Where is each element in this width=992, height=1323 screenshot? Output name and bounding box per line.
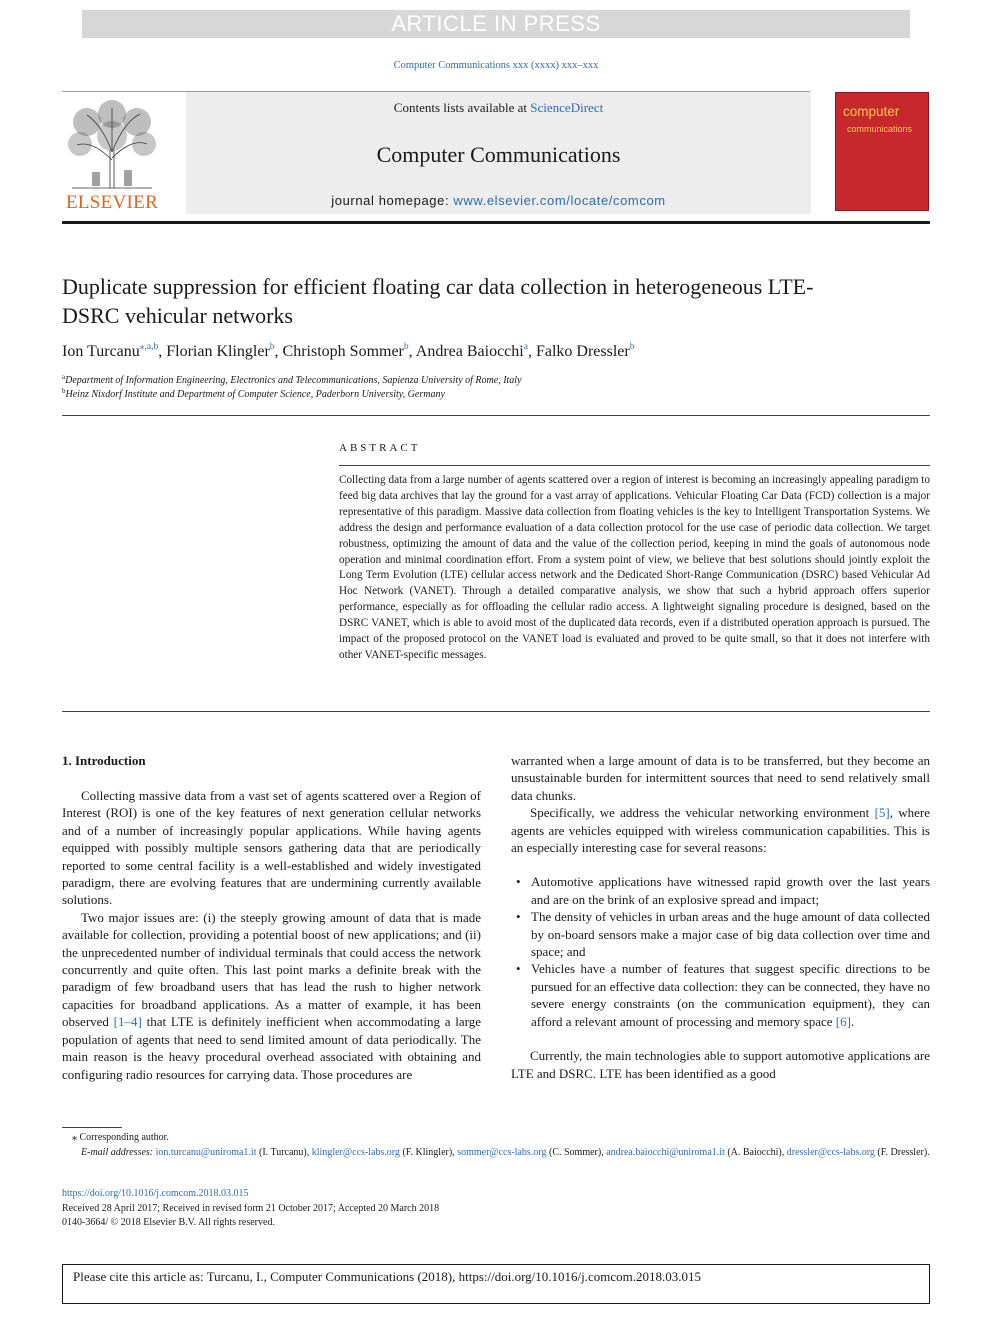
header-bottom-rule: [62, 221, 930, 224]
email-link[interactable]: dressler@ccs-labs.org: [786, 1146, 875, 1158]
abstract-heading: ABSTRACT: [339, 442, 421, 454]
email-link[interactable]: andrea.baiocchi@uniroma1.it: [606, 1146, 725, 1158]
author-separator: ,: [274, 343, 283, 360]
cover-subtitle: communications: [847, 124, 913, 134]
list-item-text: Vehicles have a number of features that suggest specific directions to be pursued for an effective data collection: they can be connected, they have no severe energy constraints (on the communication equipment), they can afford a relevant amount of processing and memory space: [531, 961, 930, 1029]
email-link[interactable]: ion.turcanu@uniroma1.it: [155, 1146, 257, 1158]
abstract-rule: [339, 465, 930, 466]
cite-this-article-box: Please cite this article as: Turcanu, I., Computer Communications (2018), https://doi.org/10.1016/j.comcom.2018.03.015: [62, 1264, 930, 1304]
affiliation-a: [62, 373, 522, 386]
journal-citation-line[interactable]: Computer Communications xxx (xxxx) xxx–xxx: [393, 60, 599, 71]
author-name[interactable]: Falko Dressler: [535, 343, 630, 360]
email-owner: (A. Baiocchi),: [724, 1146, 787, 1158]
author-affiliation-marks[interactable]: b: [403, 342, 409, 352]
reference-link[interactable]: [1–4]: [113, 1014, 142, 1030]
affiliation-text: Department of Information Engineering, Electronics and Telecommunications, Sapienza University of Rome, Italy: [65, 375, 522, 386]
author-name[interactable]: Christoph Sommer: [282, 343, 404, 360]
doi-link[interactable]: https://doi.org/10.1016/j.comcom.2018.03.015: [62, 1188, 249, 1199]
reference-link[interactable]: [5]: [874, 805, 890, 821]
article-title: Duplicate suppression for efficient floating car data collection in heterogeneous LTE-DSRC vehicular networks: [62, 274, 814, 328]
author-name[interactable]: Florian Klingler: [166, 343, 270, 360]
reasons-list: [511, 873, 930, 1030]
email-owner: (I. Turcanu),: [256, 1146, 312, 1158]
copyright-line: 0140-3664/ © 2018 Elsevier B.V. All rights reserved.: [62, 1217, 275, 1228]
email-label: E-mail addresses:: [81, 1146, 156, 1158]
affiliation-b: [62, 387, 445, 400]
list-item: [511, 873, 930, 908]
paragraph-text: , where agents are vehicles equipped with wireless communication capabilities. This is an especially interesting case for several reasons:: [511, 805, 930, 856]
affiliation-mark: b: [62, 387, 66, 395]
right-column: [511, 752, 930, 1082]
title-divider: [62, 415, 930, 416]
abstract-divider: [62, 711, 930, 712]
article-meta: [62, 1187, 930, 1231]
author-separator: ,: [527, 343, 536, 360]
section-heading: 1. Introduction: [62, 753, 146, 768]
email-list: [156, 1147, 930, 1158]
list-item: [511, 960, 930, 1030]
author-affiliation-marks[interactable]: b: [269, 342, 275, 352]
affiliation-mark: a: [62, 373, 66, 381]
author-affiliation-marks[interactable]: ⁎,a,b: [139, 342, 159, 352]
bullet-icon: •: [516, 874, 521, 890]
footnotes: [62, 1131, 930, 1160]
author-affiliation-marks[interactable]: a: [523, 342, 528, 352]
list-item-text: .: [850, 1013, 855, 1029]
left-column: [62, 787, 481, 1083]
list-item: [511, 908, 930, 960]
cover-title: computer: [843, 104, 900, 119]
corresponding-author-note: ⁎ Corresponding author.: [72, 1132, 169, 1143]
email-link[interactable]: klingler@ccs-labs.org: [311, 1146, 400, 1158]
email-owner: (F. Dressler).: [874, 1146, 930, 1158]
paragraph-text: that LTE is definitely inefficient when accommodating a large population of agents that need to send limited amount of data periodically. The main reason is the heavy procedural overhead associated with obtaining and configuring radio resources for carrying data. Those procedures are: [62, 1014, 481, 1082]
footnote-rule: [62, 1127, 122, 1128]
email-owner: (F. Klingler),: [399, 1146, 458, 1158]
paragraph: warranted when a large amount of data is to be transferred, but they become an unsustainable burden for intermittent sources that need to send relatively small data chunks.: [511, 753, 930, 803]
reference-link[interactable]: [6]: [835, 1013, 851, 1029]
author-name[interactable]: Andrea Baiocchi: [415, 343, 524, 360]
author-affiliation-marks[interactable]: b: [629, 342, 635, 352]
publisher-wordmark: ELSEVIER: [65, 192, 159, 213]
journal-homepage-link[interactable]: www.elsevier.com/locate/comcom: [453, 193, 666, 208]
paragraph-text: Two major issues are: (i) the steeply growing amount of data that is made available for collection, providing a potential boost of new applications; and (ii) the unprecedented number of individual terminals that could access the network concurrently and quite often. This last point marks a definite break with the paradigm of few broadband users that has lead the rush to higher network capacities for broadband applications. As a matter of example, it has been observed: [62, 909, 481, 1030]
author-list: [62, 341, 922, 361]
journal-homepage-line: [186, 193, 811, 208]
sciencedirect-link[interactable]: ScienceDirect: [530, 100, 604, 115]
paragraph-text: Specifically, we address the vehicular networking environment: [530, 805, 875, 821]
paragraph: [62, 909, 481, 1083]
homepage-prefix: journal homepage:: [331, 193, 454, 208]
affiliation-text: Heinz Nixdorf Institute and Department of Computer Science, Paderborn University, Germany: [65, 389, 445, 400]
bullet-icon: •: [516, 961, 521, 977]
list-item-text: The density of vehicles in urban areas and the huge amount of data collected by on-board sensors make a major case of big data collection over time and space; and: [531, 909, 930, 960]
article-in-press-banner: ARTICLE IN PRESS: [82, 10, 910, 38]
abstract-text: Collecting data from a large number of agents scattered over a region of interest is becoming an increasingly appealing paradigm to feed big data archives that lay the ground for a vast array of applications. Vehicular Floating Car Data (FCD) collection is a major representative of this paradigm. Massive data collection from floating vehicles is the key to Intelligent Transportation Systems. We address the design and performance evaluation of a data collection protocol for the use case of periodic data collection. We target robustness, optimizing the amount of data and the value of the collection period, keeping in mind the goals of autonomous node operation and minimal coordination effort. From a system point of view, we believe that best solutions should jointly exploit the Long Term Evolution (LTE) cellular access network and the Dedicated Short-Range Communication (DSRC) based Vehicular Ad Hoc Network (VANET). Through a detailed comparative analysis, we show that such a hybrid approach offers superior performance, especially as for offloading the cellular radio access. A lightweight signaling procedure is designed, based on the DSRC VANET, which is able to avoid most of the duplicated data records, even if a distributed operation approach is pursued. The impact of the proposed protocol on the VANET load is evaluated and proved to be quite small, so that it does not interfere with other VANET-specific messages.: [339, 474, 930, 661]
paragraph: Collecting massive data from a vast set of agents scattered over a Region of Interest (ROI) is one of the key features of next generation cellular networks and of a number of increasingly popular applications. While having agents equipped with possibly multiple sensors gathering data that are periodically reported to some central facility is a well-established and widely investigated paradigm, there are evolving features that are undermining currently available solutions.: [62, 788, 481, 908]
email-addresses: [62, 1146, 930, 1161]
journal-title: Computer Communications: [376, 142, 621, 167]
list-item-text: Automotive applications have witnessed rapid growth over the last years and are on the brink of an explosive spread and impact;: [531, 874, 930, 907]
email-owner: (C. Sommer),: [546, 1146, 607, 1158]
contents-available-line: [186, 100, 811, 116]
author-separator: ,: [408, 343, 416, 360]
email-link[interactable]: sommer@ccs-labs.org: [457, 1146, 547, 1158]
author-name[interactable]: Ion Turcanu: [62, 343, 140, 360]
contents-prefix: Contents lists available at: [393, 100, 531, 115]
author-separator: ,: [158, 343, 167, 360]
paragraph: [511, 804, 930, 856]
article-dates: Received 28 April 2017; Received in revised form 21 October 2017; Accepted 20 March 2018: [62, 1202, 440, 1214]
paragraph: Currently, the main technologies able to support automotive applications are LTE and DSRC. LTE has been identified as a good: [511, 1048, 930, 1081]
bullet-icon: •: [516, 909, 521, 925]
